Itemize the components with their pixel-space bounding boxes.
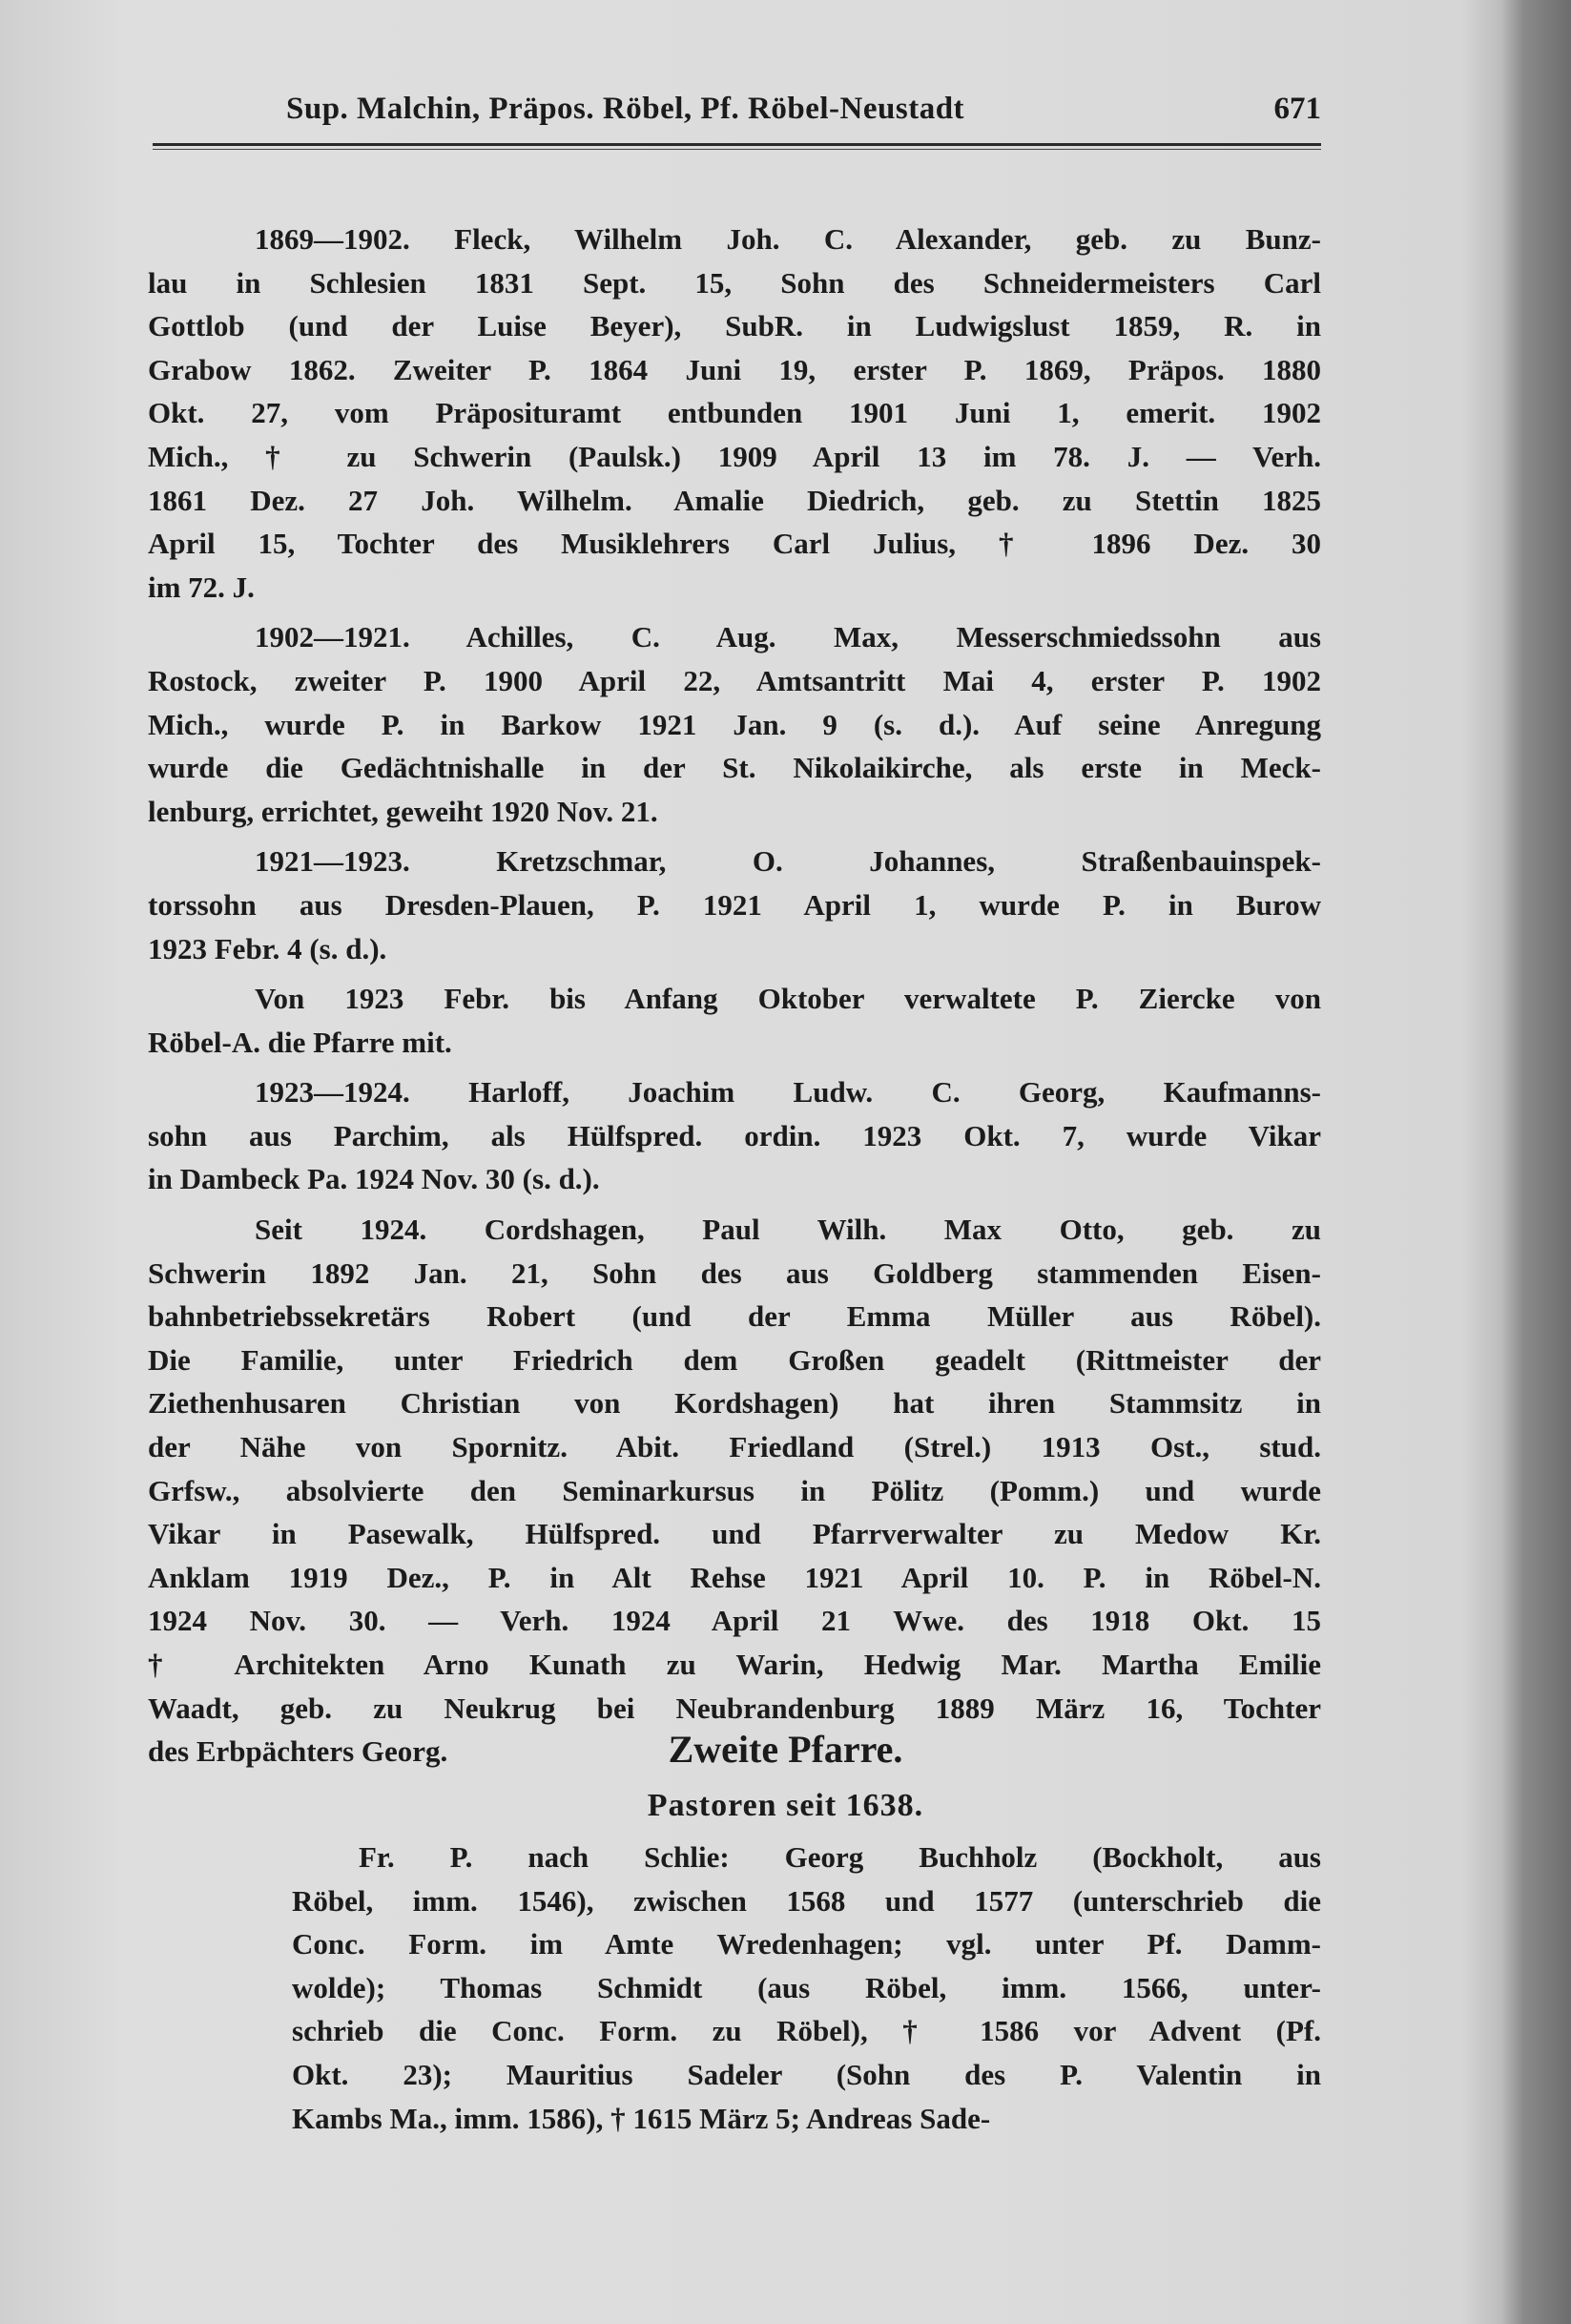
text-line: Röbel-A. die Pfarre mit. [148,1025,452,1059]
text-line: Ziethenhusaren Christian von Kordshagen) hat ihren Stammsitz in [148,1386,1321,1421]
paragraph [148,977,1321,1064]
text-line: † Architekten Arno Kunath zu Warin, Hedwig Mar. Martha Emilie [148,1648,1321,1681]
text-line: 1923 Febr. 4 (s. d.). [148,931,387,965]
text-line: Mich., wurde P. in Barkow 1921 Jan. 9 (s. d.). Auf seine Anregung [148,707,1321,741]
text-line: Röbel, imm. 1546), zwischen 1568 und 1577 (unterschrieb die [292,1883,1321,1918]
section-subheading: Pastoren seit 1638. [647,1788,924,1823]
paragraph [148,1070,1321,1201]
text-line: 1861 Dez. 27 Joh. Wilhelm. Amalie Diedrich, geb. zu Stettin 1825 [148,483,1321,517]
text-line: bahnbetriebssekretärs Robert (und der Emma Müller aus Röbel). [148,1299,1321,1334]
text-line: sohn aus Parchim, als Hülfspred. ordin. 1923 Okt. 7, wurde Vikar [148,1118,1321,1152]
text-line: wurde die Gedächtnishalle in der St. Nikolaikirche, als erste in Meck- [148,751,1321,785]
text-line: Gottlob (und der Luise Beyer), SubR. in Ludwigslust 1859, R. in [148,309,1321,343]
text-line: torssohn aus Dresden-Plauen, P. 1921 April 1, wurde P. in Burow [148,887,1321,922]
text-line: Grfsw., absolvierte den Seminarkursus in Pölitz (Pomm.) und wurde [148,1473,1321,1507]
text-line: lau in Schlesien 1831 Sept. 15, Sohn des Schneidermeisters Carl [148,265,1321,300]
text-line: Mich., † zu Schwerin (Paulsk.) 1909 April 13 im 78. J. — Verh. [148,439,1321,473]
paragraph [148,218,1321,609]
text-line: Rostock, zweiter P. 1900 April 22, Amtsantritt Mai 4, erster P. 1902 [148,663,1321,697]
text-line: 1923—1924. Harloff, Joachim Ludw. C. Georg, Kaufmanns- [255,1075,1321,1110]
text-line: Okt. 23); Mauritius Sadeler (Sohn des P. Valentin in [292,2057,1321,2091]
text-line: Fr. P. nach Schlie: Georg Buchholz (Bockholt, aus [359,1840,1321,1874]
text-line: des Erbpächters Georg. [148,1734,448,1769]
text-line: Okt. 27, vom Präposituramt entbunden 1901 Juni 1, emerit. 1902 [148,396,1321,430]
page-number: 671 [1273,92,1321,126]
text-line: schrieb die Conc. Form. zu Röbel), † 1586 vor Advent (Pf. [292,2014,1321,2048]
text-line: Seit 1924. Cordshagen, Paul Wilh. Max Otto, geb. zu [255,1213,1321,1247]
paragraph [148,1208,1321,1774]
text-line: 1921—1923. Kretzschmar, O. Johannes, Straßenbauinspek- [255,844,1321,879]
text-line: Waadt, geb. zu Neukrug bei Neubrandenburg 1889 März 16, Tochter [148,1691,1321,1725]
text-line: Vikar in Pasewalk, Hülfspred. und Pfarrverwalter zu Medow Kr. [148,1517,1321,1551]
text-line: Kambs Ma., imm. 1586), † 1615 März 5; Andreas Sade- [292,2101,991,2135]
section-text [292,1836,1321,2140]
paragraph [292,1836,1321,2140]
header-rule-thin [153,149,1321,150]
text-line: 1869—1902. Fleck, Wilhelm Joh. C. Alexander, geb. zu Bunz- [255,222,1321,256]
text-line: Die Familie, unter Friedrich dem Großen geadelt (Rittmeister der [148,1342,1321,1377]
text-line: in Dambeck Pa. 1924 Nov. 30 (s. d.). [148,1162,600,1196]
running-title: Sup. Malchin, Präpos. Röbel, Pf. Röbel-Neustadt [286,92,965,126]
paragraph [148,615,1321,833]
text-line: Conc. Form. im Amte Wredenhagen; vgl. unter Pf. Damm- [292,1927,1321,1961]
section-heading: Zweite Pfarre. [668,1728,903,1771]
text-line: wolde); Thomas Schmidt (aus Röbel, imm. 1566, unter- [292,1970,1321,2004]
text-line: Schwerin 1892 Jan. 21, Sohn des aus Goldberg stammenden Eisen- [148,1255,1321,1290]
text-line: Von 1923 Febr. bis Anfang Oktober verwaltete P. Ziercke von [255,982,1321,1016]
text-line: 1902—1921. Achilles, C. Aug. Max, Messerschmiedssohn aus [255,620,1321,654]
text-line: lenburg, errichtet, geweiht 1920 Nov. 21. [148,794,658,828]
text-line: Grabow 1862. Zweiter P. 1864 Juni 19, erster P. 1869, Präpos. 1880 [148,352,1321,386]
main-text [148,218,1321,1774]
text-line: April 15, Tochter des Musiklehrers Carl Julius, † 1896 Dez. 30 [148,527,1321,561]
text-line: der Nähe von Spornitz. Abit. Friedland (Strel.) 1913 Ost., stud. [148,1430,1321,1464]
running-header [153,92,1321,141]
text-line: 1924 Nov. 30. — Verh. 1924 April 21 Wwe. des 1918 Okt. 15 [148,1604,1321,1638]
paragraph [148,840,1321,970]
header-rule [153,143,1321,146]
text-line: im 72. J. [148,570,255,604]
text-line: Anklam 1919 Dez., P. in Alt Rehse 1921 April 10. P. in Röbel-N. [148,1560,1321,1594]
